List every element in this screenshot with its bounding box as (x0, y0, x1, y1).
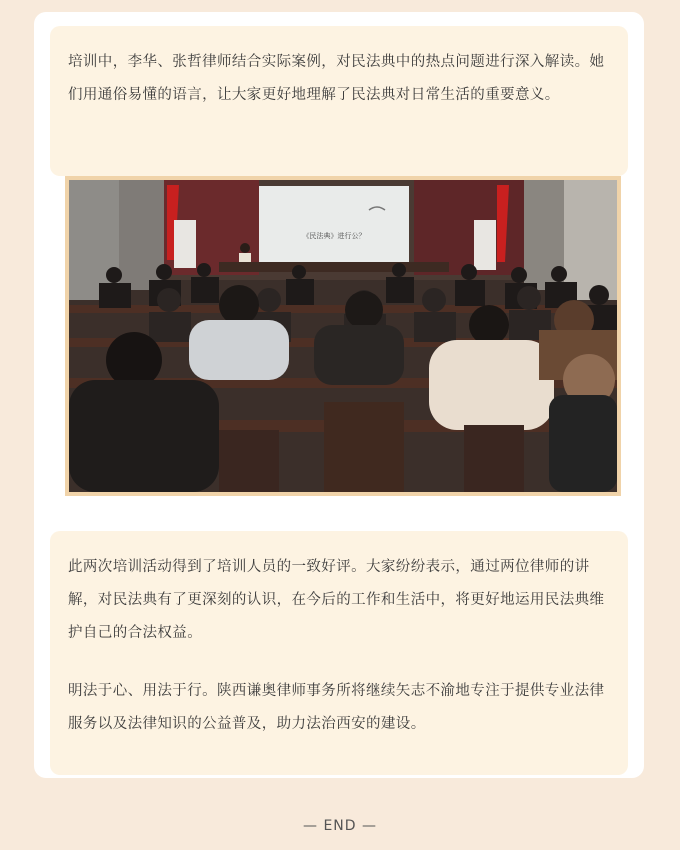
training-photo (69, 180, 617, 492)
content-card (34, 12, 644, 778)
screen-text: 《民法典》进行公？ (302, 232, 366, 240)
paragraph-feedback: 此两次培训活动得到了培训人员的一致好评。大家纷纷表示，通过两位律师的讲解，对民法典有了更深刻的认识，在今后的工作和生活中，将更好地运用民法典维护自己的合法权益。 (68, 559, 605, 641)
training-photo-illustration (69, 180, 617, 492)
end-marker: — END — (303, 818, 377, 834)
training-photo-frame (65, 176, 621, 496)
intro-text-box (50, 26, 628, 176)
paragraph-conclusion: 明法于心、用法于行。陕西谦奥律师事务所将继续矢志不渝地专注于提供专业法律服务以及法律知识的公益普及，助力法治西安的建设。 (68, 683, 605, 732)
summary-text-box (50, 531, 628, 775)
paragraph-training-detail: 培训中，李华、张哲律师结合实际案例，对民法典中的热点问题进行深入解读。她们用通俗易懂的语言，让大家更好地理解了民法典对日常生活的重要意义。 (68, 54, 605, 103)
